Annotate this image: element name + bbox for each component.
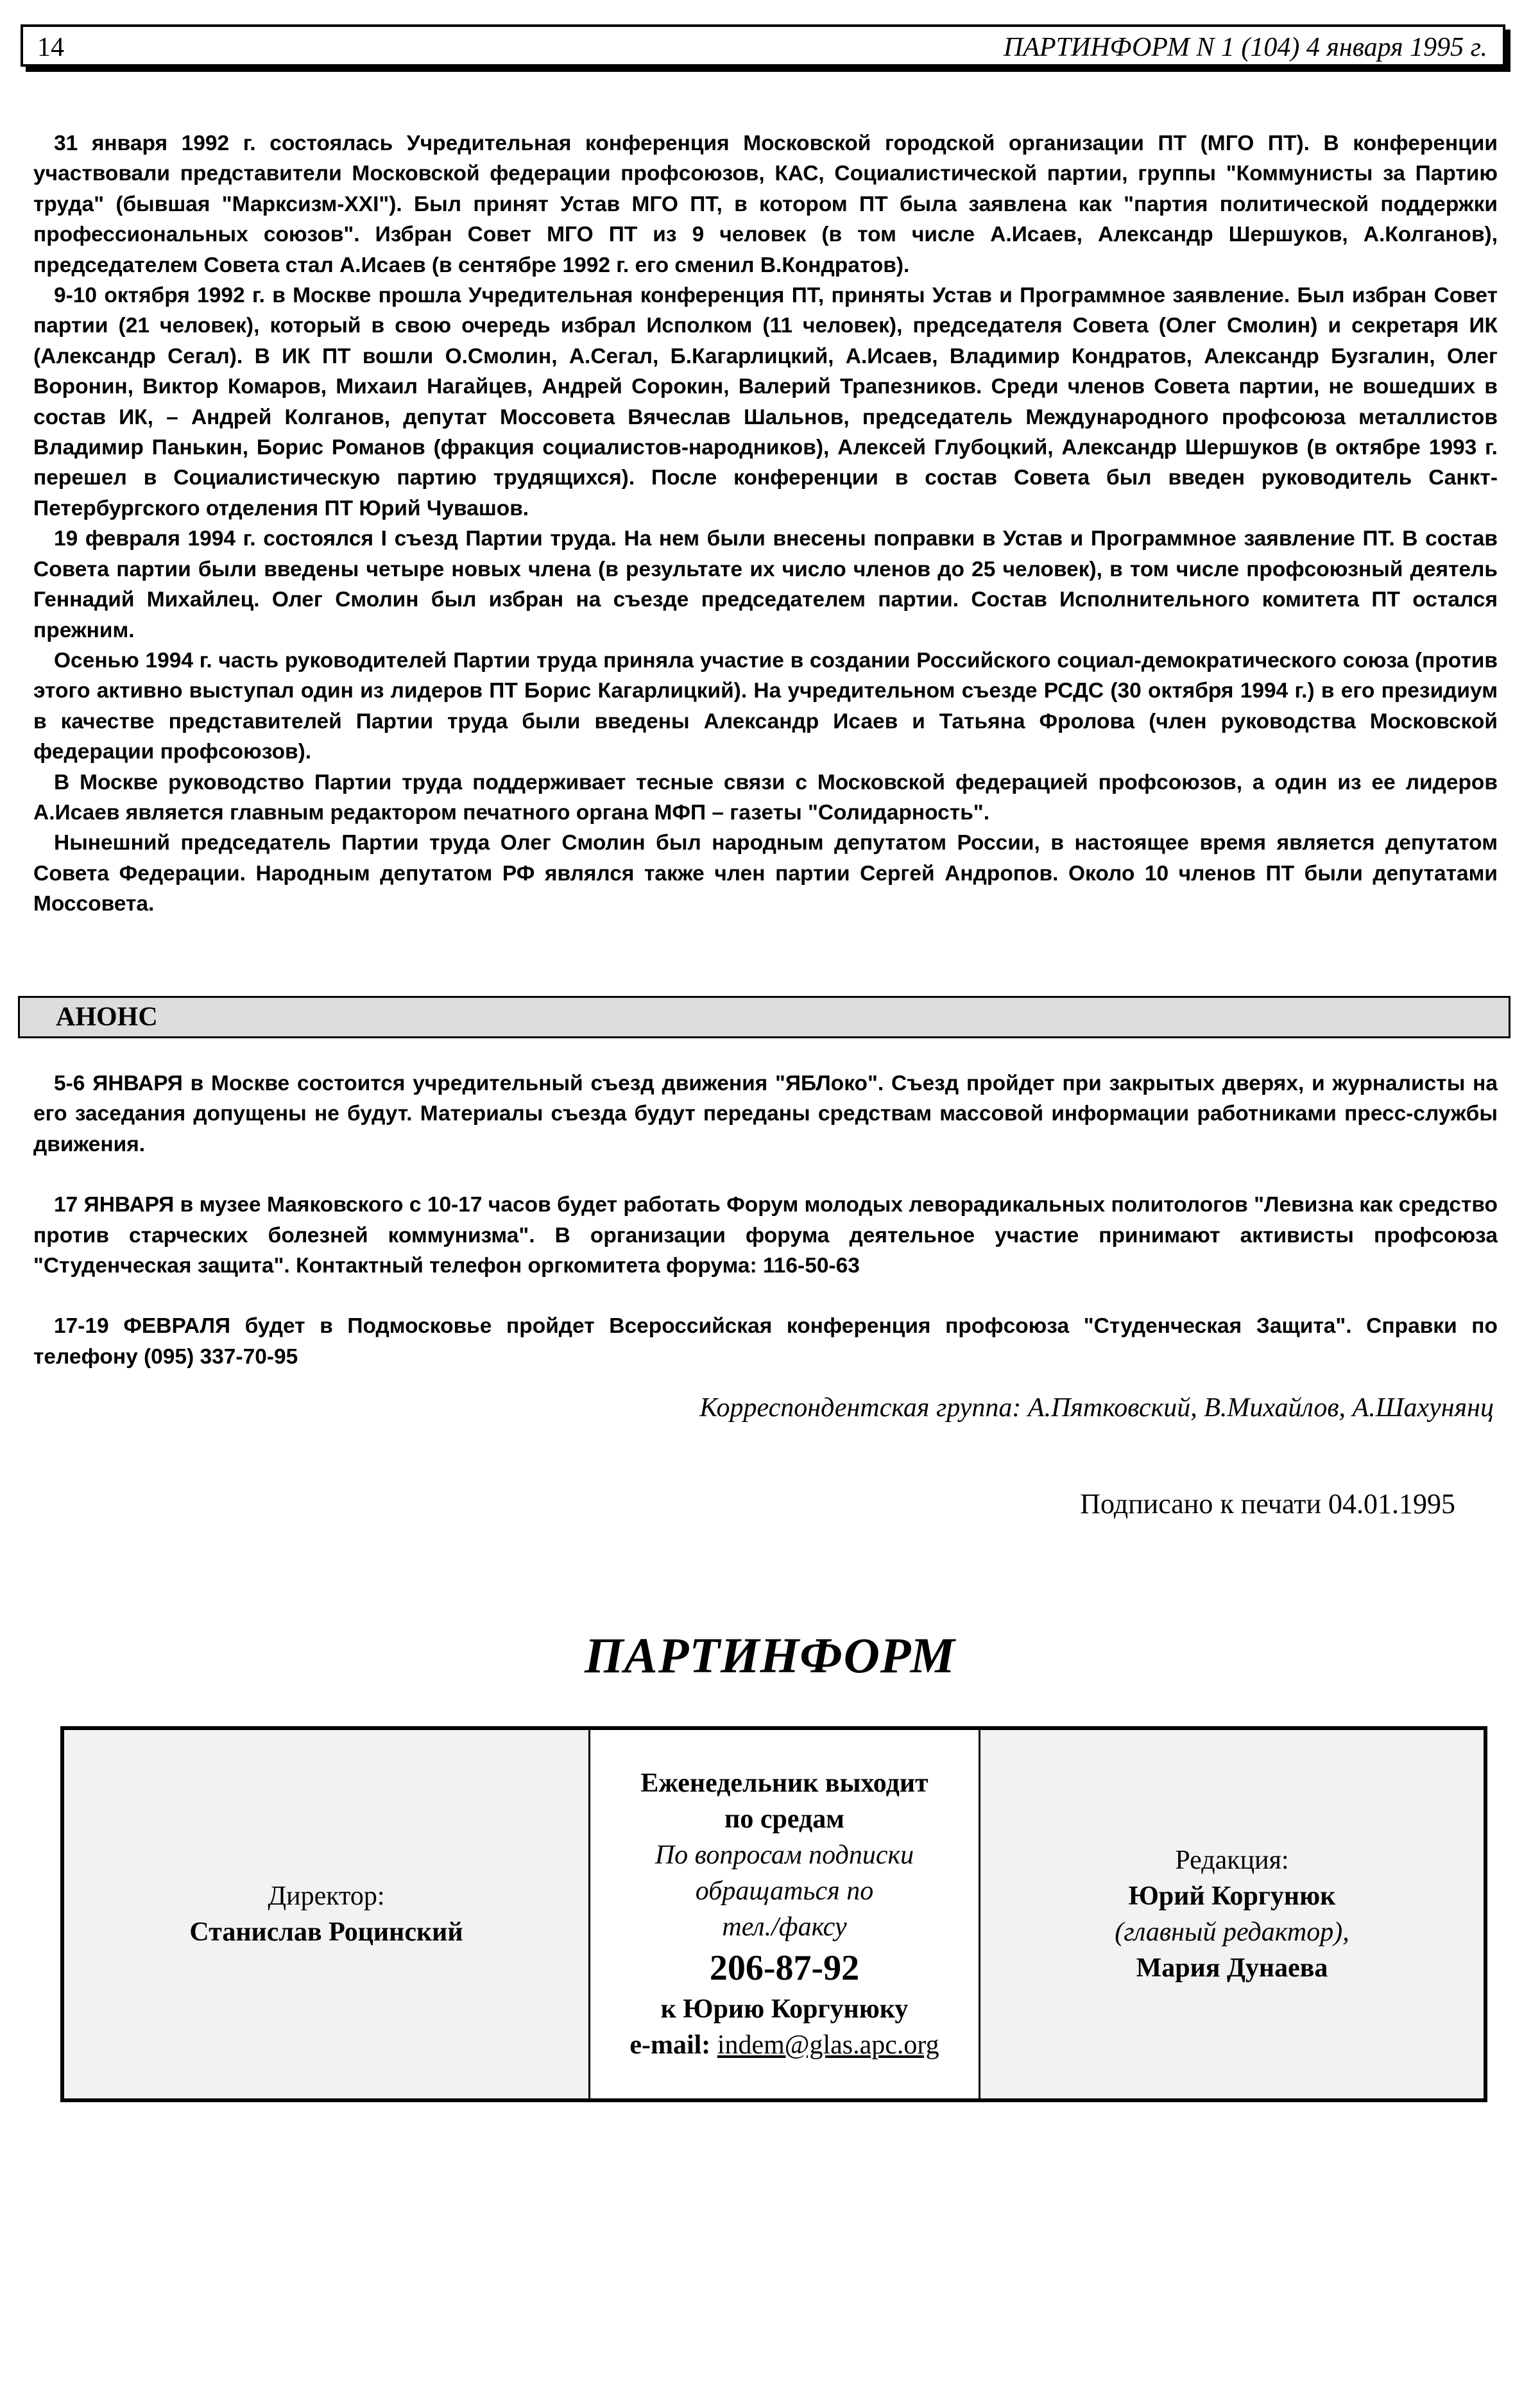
issue-title: ПАРТИНФОРМ N 1 (104) 4 января 1995 г. <box>1004 33 1487 62</box>
imprint-table <box>60 1726 1487 2102</box>
weekly-day: по средам <box>724 1804 844 1834</box>
history-section <box>33 128 1498 920</box>
director-name: Станислав Роцинский <box>189 1917 463 1947</box>
editor-role: (главный редактор), <box>1115 1917 1349 1947</box>
editorial-label: Редакция: <box>1175 1846 1289 1875</box>
email-link[interactable]: indem@glas.apc.org <box>717 2030 939 2060</box>
correspondents-credit: Корреспондентская группа: А.Пятковский, В.Михайлов, А.Шахунянц <box>699 1393 1494 1423</box>
announcement: 5-6 ЯНВАРЯ в Москве состоится учредительный съезд движения "ЯБЛоко". Съезд пройдет при закрытых дверях, и журналисты на его заседания допущены не будут. Материалы съезда будут переданы средствам массовой информации работниками пресс-службы движения. <box>33 1072 1498 1156</box>
announcement: 17-19 ФЕВРАЛЯ будет в Подмосковье пройдет Всероссийская конференция профсоюза "Студенческая Защита". Справки по телефону (095) 337-70-95 <box>33 1314 1498 1369</box>
subscription-cell <box>590 1730 980 2098</box>
paragraph: 9-10 октября 1992 г. в Москве прошла Учредительная конференция ПТ, приняты Устав и Программное заявление. Был избран Совет партии (21 человек), который в свою очередь избрал Исполком (11 человек), председателя Совета (Олег Смолин) и секретаря ИК (Александр Сегал). В ИК ПТ вошли О.Смолин, А.Сегал, Б.Кагарлицкий, А.Исаев, Владимир Кондратов, Александр Бузгалин, Олег Воронин, Виктор Комаров, Михаил Нагайцев, Андрей Сорокин, Валерий Трапезников. Среди членов Совета партии, не вошедших в состав ИК, – Андрей Колганов, депутат Моссовета Вячеслав Шальнов, председатель Международного профсоюза металлистов Владимир Панькин, Борис Романов (фракция социалистов-народников), Алексей Глубоцкий, Александр Шершуков (в октябре 1993 г. перешел в Социалистическую партию трудящихся). После конференции в состав Совета был введен руководитель Санкт-Петербургского отделения ПТ Юрий Чувашов. <box>33 284 1498 520</box>
phone-number: 206-87-92 <box>709 1948 860 1988</box>
editorial-cell <box>980 1730 1484 2098</box>
paragraph: 31 января 1992 г. состоялась Учредительная конференция Московской городской организации ПТ (МГО ПТ). В конференции участвовали представители Московской федерации профсоюзов, КАС, Социалистической партии, группы "Коммунисты за Партию труда" (бывшая "Марксизм-XXI"). Был принят Устав МГО ПТ, в котором ПТ была заявлена как "партия политической поддержки профессиональных союзов". Избран Совет МГО ПТ из 9 человек (в том числе А.Исаев, Александр Шершуков, А.Колганов), председателем Совета стал А.Исаев (в сентябре 1992 г. его сменил В.Кондратов). <box>33 132 1498 277</box>
paragraph: 19 февраля 1994 г. состоялся I съезд Партии труда. На нем были внесены поправки в Устав и Программное заявление ПТ. В состав Совета партии были введены четыре новых члена (в результате их число членов до 25 человек), в том числе профсоюзный деятель Геннадий Михайлец. Олег Смолин был избран на съезде председателем партии. Состав Исполнительного комитета ПТ остался прежним. <box>33 527 1498 642</box>
announcements-section <box>33 1068 1498 1402</box>
email-label: e-mail: <box>629 2030 711 2060</box>
signed-to-print: Подписано к печати 04.01.1995 <box>1080 1488 1455 1520</box>
weekly-line: Еженедельник выходит <box>640 1769 928 1798</box>
editor2-name: Мария Дунаева <box>1136 1953 1328 1983</box>
contact-person: к Юрию Коргунюку <box>660 1994 909 2024</box>
page-header <box>21 24 1505 67</box>
email-line <box>629 2027 939 2063</box>
director-label: Директор: <box>268 1881 385 1911</box>
editor-name: Юрий Коргунюк <box>1128 1881 1336 1911</box>
paragraph: Осенью 1994 г. часть руководителей Партии труда приняла участие в создании Российского социал-демократического союза (против этого активно выступал один из лидеров ПТ Борис Кагарлицкий). На учредительном съезде РСДС (30 октября 1994 г.) в его президиум в качестве представителей Партии труда были введены Александр Исаев и Татьяна Фролова (член руководства Московской федерации профсоюзов). <box>33 648 1498 764</box>
paragraph: В Москве руководство Партии труда поддерживает тесные связи с Московской федерацией профсоюзов, а один из ее лидеров А.Исаев является главным редактором печатного органа МФП – газеты "Солидарность". <box>33 770 1498 825</box>
anons-heading: АНОНС <box>18 996 1510 1038</box>
masthead-title: ПАРТИНФОРМ <box>585 1627 955 1683</box>
subscribe-line: По вопросам подписки <box>654 1840 914 1870</box>
page-number: 14 <box>37 33 64 62</box>
subscribe-line: тел./факсу <box>722 1912 847 1942</box>
director-cell <box>64 1730 590 2098</box>
paragraph: Нынешний председатель Партии труда Олег Смолин был народным депутатом России, в настоящее время является депутатом Совета Федерации. Народным депутатом РФ являлся также член партии Сергей Андропов. Около 10 членов ПТ были депутатами Моссовета. <box>33 831 1498 916</box>
subscribe-line: обращаться по <box>695 1876 874 1906</box>
announcement: 17 ЯНВАРЯ в музее Маяковского с 10-17 часов будет работать Форум молодых леворадикальных политологов "Левизна как средство против старческих болезней коммунизма". В организации форума деятельное участие принимают активисты профсоюза "Студенческая защита". Контактный телефон оргкомитета форума: 116-50-63 <box>33 1193 1498 1278</box>
